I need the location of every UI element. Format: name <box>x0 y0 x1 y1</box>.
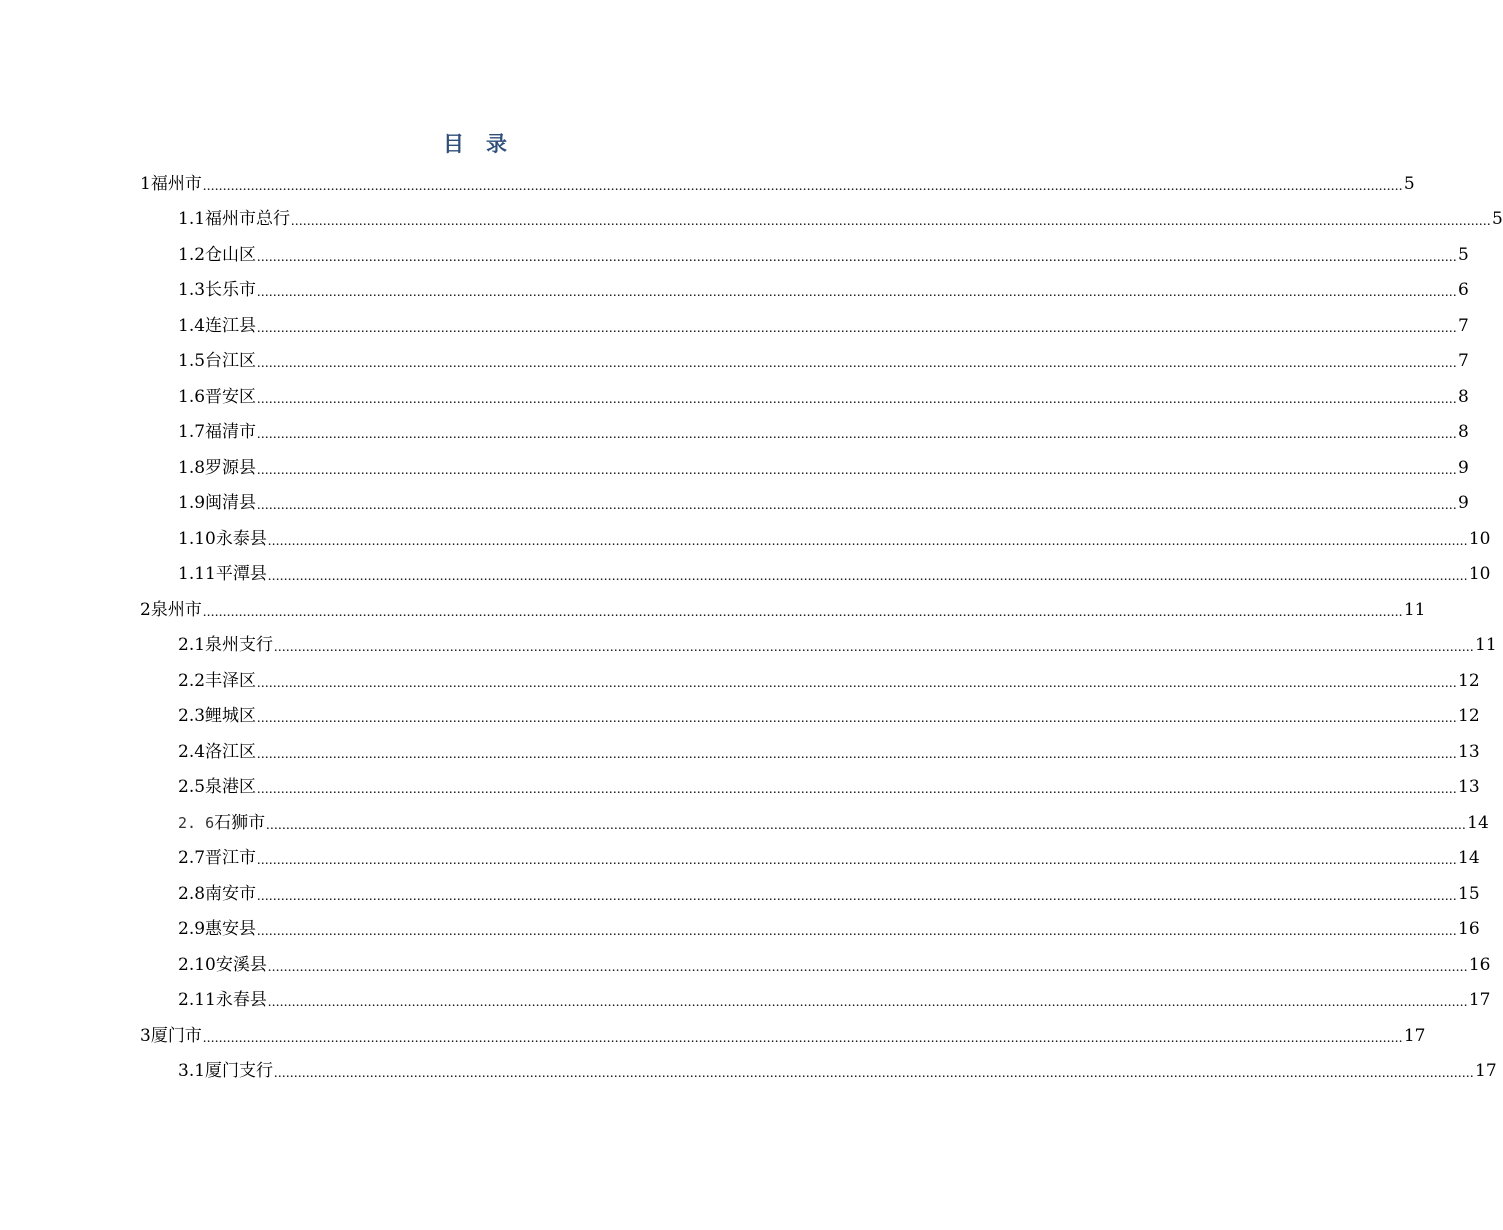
toc-entry[interactable] <box>178 308 1469 344</box>
toc-entry-page: 14 <box>1467 812 1489 833</box>
toc-entry-page: 6 <box>1458 280 1469 301</box>
toc-dot-leader: ............................................................................................................................................................................................................................................................................................................ <box>291 214 1492 230</box>
toc-entry-label: 台江区 <box>205 351 257 372</box>
toc-entry-label: 晋江市 <box>205 848 257 869</box>
toc-entry-number: 1.5 <box>178 351 206 372</box>
toc-entry-page: 17 <box>1403 1025 1426 1046</box>
toc-entry-label: 晋安区 <box>205 386 257 407</box>
toc-entry-label: 福州市总行 <box>205 209 291 230</box>
toc-entry-page: 5 <box>1458 244 1469 265</box>
toc-entry-page: 15 <box>1458 883 1480 904</box>
toc-entry-number: 1 <box>140 173 151 194</box>
toc-dot-leader: ............................................................................................................................................................................................................................................................................................................ <box>257 320 1458 336</box>
toc-entry-page: 11 <box>1475 635 1497 656</box>
toc-entry[interactable] <box>178 237 1469 273</box>
toc-entry[interactable] <box>178 770 1480 806</box>
toc-entry-label: 南安市 <box>205 883 257 904</box>
toc-dot-leader: ............................................................................................................................................................................................................................................................................................................ <box>257 675 1458 691</box>
toc-entry-label: 鲤城区 <box>205 706 257 727</box>
toc-entry-page: 10 <box>1468 528 1491 549</box>
toc-entry-number: 2.11 <box>178 990 216 1011</box>
toc-entry-page: 12 <box>1458 670 1480 691</box>
toc-dot-leader: ............................................................................................................................................................................................................................................................................................................ <box>257 249 1458 265</box>
toc-entry-number: 2.1 <box>178 635 206 656</box>
toc-entry[interactable] <box>178 557 1491 593</box>
toc-entry-label: 长乐市 <box>205 280 257 301</box>
toc-dot-leader: ............................................................................................................................................................................................................................................................................................................ <box>202 604 1403 620</box>
toc-dot-leader: ............................................................................................................................................................................................................................................................................................................ <box>266 817 1467 833</box>
toc-entry-page: 7 <box>1458 351 1469 372</box>
toc-entry-label: 平潭县 <box>215 564 267 585</box>
toc-dot-leader: ............................................................................................................................................................................................................................................................................................................ <box>257 853 1458 869</box>
toc-entry[interactable] <box>178 947 1491 983</box>
toc-entry-label: 安溪县 <box>215 954 267 975</box>
toc-entry-number: 2.8 <box>178 883 206 904</box>
toc-entry-page: 5 <box>1492 209 1503 230</box>
toc-entry[interactable] <box>178 273 1469 309</box>
toc-entry-label: 仓山区 <box>205 244 257 265</box>
toc-entry-number: 2.2 <box>178 670 206 691</box>
toc-entry[interactable] <box>178 628 1497 664</box>
toc-entry-page: 9 <box>1458 457 1469 478</box>
toc-entry[interactable] <box>178 912 1480 948</box>
toc-entry-label: 石狮市 <box>214 812 266 833</box>
toc-dot-leader: ............................................................................................................................................................................................................................................................................................................ <box>267 569 1468 585</box>
toc-entry-label: 厦门市 <box>150 1025 202 1046</box>
toc-entry[interactable] <box>178 983 1491 1019</box>
toc-entry[interactable] <box>178 805 1489 841</box>
toc-entry-page: 13 <box>1458 741 1480 762</box>
toc-entry[interactable] <box>178 486 1469 522</box>
toc-entry-label: 连江县 <box>205 315 257 336</box>
toc-entry[interactable] <box>140 592 1426 628</box>
toc-entry-label: 永春县 <box>215 990 267 1011</box>
toc-entry-number: 2.7 <box>178 848 206 869</box>
toc-entry-page: 12 <box>1458 706 1480 727</box>
toc-entry[interactable] <box>140 1018 1426 1054</box>
toc-dot-leader: ............................................................................................................................................................................................................................................................................................................ <box>257 356 1458 372</box>
toc-title-char-1: 目 <box>443 131 464 156</box>
toc-entry-number: 2.5 <box>178 777 206 798</box>
toc-entry-page: 17 <box>1468 990 1491 1011</box>
toc-entry-label: 闽清县 <box>205 493 257 514</box>
toc-dot-leader: ............................................................................................................................................................................................................................................................................................................ <box>257 888 1458 904</box>
toc-entry-page: 14 <box>1458 848 1480 869</box>
toc-entry-page: 11 <box>1403 599 1426 620</box>
toc-dot-leader: ............................................................................................................................................................................................................................................................................................................ <box>274 640 1475 656</box>
toc-entry-number: 1.1 <box>178 209 206 230</box>
toc-entry[interactable] <box>178 344 1469 380</box>
toc-dot-leader: ............................................................................................................................................................................................................................................................................................................ <box>257 285 1458 301</box>
toc-entry[interactable] <box>178 202 1503 238</box>
toc-entry-label: 厦门支行 <box>205 1061 274 1082</box>
toc-entry[interactable] <box>178 415 1469 451</box>
toc-dot-leader: ............................................................................................................................................................................................................................................................................................................ <box>257 462 1458 478</box>
toc-entry-page: 8 <box>1458 386 1469 407</box>
toc-entry-number: 1.4 <box>178 315 206 336</box>
toc-dot-leader: ............................................................................................................................................................................................................................................................................................................ <box>257 782 1458 798</box>
toc-dot-leader: ............................................................................................................................................................................................................................................................................................................ <box>202 1030 1403 1046</box>
toc-entry-page: 9 <box>1458 493 1469 514</box>
toc-entry-number: 2.4 <box>178 741 206 762</box>
toc-dot-leader: ............................................................................................................................................................................................................................................................................................................ <box>257 746 1458 762</box>
toc-entry-page: 5 <box>1403 173 1415 194</box>
toc-entry[interactable] <box>178 841 1480 877</box>
toc-entry-number: 3.1 <box>178 1061 206 1082</box>
toc-entry-label: 福州市 <box>150 173 202 194</box>
toc-entry-page: 7 <box>1458 315 1469 336</box>
toc-dot-leader: ............................................................................................................................................................................................................................................................................................................ <box>202 178 1403 194</box>
toc-entry-label: 永泰县 <box>215 528 267 549</box>
toc-entry-label: 洛江区 <box>205 741 257 762</box>
toc-entry-number: 1.2 <box>178 244 206 265</box>
toc-entry[interactable] <box>178 699 1480 735</box>
toc-dot-leader: ............................................................................................................................................................................................................................................................................................................ <box>267 995 1468 1011</box>
toc-entry-number: 2 <box>140 599 151 620</box>
toc-dot-leader: ............................................................................................................................................................................................................................................................................................................ <box>257 711 1458 727</box>
toc-entry-number: 1.6 <box>178 386 206 407</box>
toc-entry-label: 丰泽区 <box>205 670 257 691</box>
toc-entry-page: 10 <box>1468 564 1491 585</box>
toc-entry-page: 13 <box>1458 777 1480 798</box>
toc-title <box>0 128 950 158</box>
toc-dot-leader: ............................................................................................................................................................................................................................................................................................................ <box>257 391 1458 407</box>
toc-entry-label: 泉港区 <box>205 777 257 798</box>
toc-entry-number: 1.11 <box>178 564 216 585</box>
toc-dot-leader: ............................................................................................................................................................................................................................................................................................................ <box>267 533 1468 549</box>
toc-entry-number: 2.3 <box>178 706 206 727</box>
toc-entry[interactable] <box>178 379 1469 415</box>
toc-dot-leader: ............................................................................................................................................................................................................................................................................................................ <box>274 1066 1475 1082</box>
toc-entry[interactable] <box>178 876 1480 912</box>
toc-entry-number: 2.9 <box>178 919 206 940</box>
toc-entry-label: 惠安县 <box>205 919 257 940</box>
toc-dot-leader: ............................................................................................................................................................................................................................................................................................................ <box>267 959 1468 975</box>
toc-entry[interactable] <box>178 450 1469 486</box>
toc-entry-number: 2.10 <box>178 954 216 975</box>
toc-dot-leader: ............................................................................................................................................................................................................................................................................................................ <box>257 498 1458 514</box>
toc-entry-page: 16 <box>1468 954 1491 975</box>
toc-entry[interactable] <box>178 521 1491 557</box>
toc-entry-number: 2. 6 <box>178 813 215 832</box>
toc-title-char-2: 录 <box>486 131 507 156</box>
toc-entry-number: 1.10 <box>178 528 216 549</box>
toc-dot-leader: ............................................................................................................................................................................................................................................................................................................ <box>257 427 1458 443</box>
toc-entry-page: 8 <box>1458 422 1469 443</box>
toc-entry-label: 福清市 <box>205 422 257 443</box>
toc-entry-number: 1.8 <box>178 457 206 478</box>
toc-entry-label: 罗源县 <box>205 457 257 478</box>
toc-entry-number: 1.7 <box>178 422 206 443</box>
toc-entry-page: 16 <box>1458 919 1480 940</box>
toc-entry[interactable] <box>178 734 1480 770</box>
toc-entry-number: 3 <box>140 1025 151 1046</box>
toc-entry-label: 泉州市 <box>150 599 202 620</box>
toc-dot-leader: ............................................................................................................................................................................................................................................................................................................ <box>257 924 1458 940</box>
toc-entry-label: 泉州支行 <box>205 635 274 656</box>
toc-entry-number: 1.9 <box>178 493 206 514</box>
toc-entry-page: 17 <box>1475 1061 1497 1082</box>
toc-entry-number: 1.3 <box>178 280 206 301</box>
toc-entry[interactable] <box>140 166 1415 202</box>
toc-entry[interactable] <box>178 1054 1497 1090</box>
toc-entry[interactable] <box>178 663 1480 699</box>
